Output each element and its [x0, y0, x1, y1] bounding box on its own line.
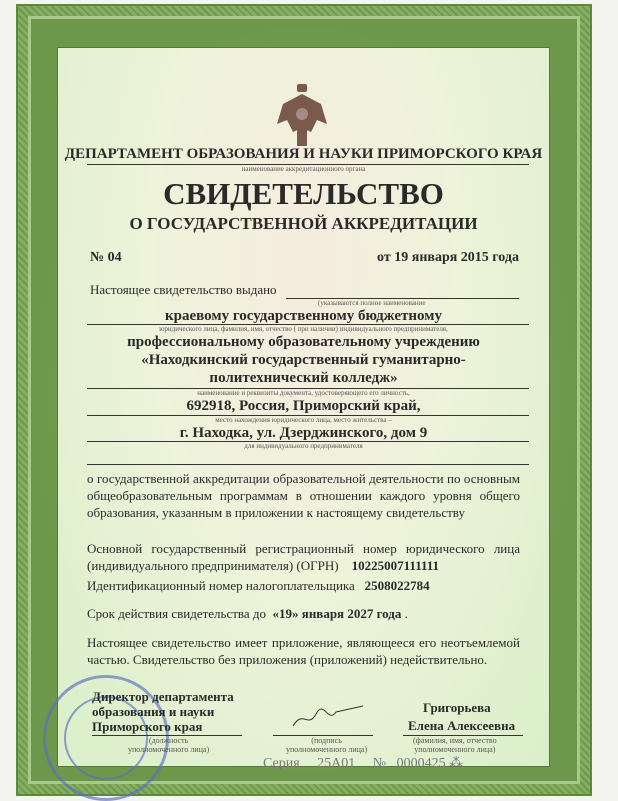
ogrn-row: Основной государственный регистрационный номер юридического лица (индивидуального предпринимателя) (ОГРН) 10225007111111 [87, 541, 520, 573]
position-caption: (должность уполномоченного лица) [128, 736, 210, 754]
inn-row: Идентификационный номер налогоплательщика 2508022784 [87, 578, 430, 593]
caption: место нахождения юридического лица, место жительства – [215, 416, 392, 424]
signatory-position: Директор департамента образования и науки Приморского края [92, 689, 234, 734]
signatory-surname: Григорьева [423, 700, 491, 715]
series-row: Серия 25А01 № 0000425 ⁂ [263, 756, 464, 771]
certificate-subtitle: О ГОСУДАРСТВЕННОЙ АККРЕДИТАЦИИ [129, 214, 478, 233]
appendix-text: Настоящее свидетельство имеет приложение, являющееся его неотъемлемой частью. Свидетельство без приложения (приложений) недействительно. [87, 635, 520, 667]
certificate-date: от 19 января 2015 года [377, 250, 519, 265]
address-line1: 692918, Россия, Приморский край, [186, 398, 421, 414]
certificate-number: № 04 [90, 250, 122, 265]
caption: для индивидуального предпринимателя [244, 442, 363, 450]
signature-image [288, 704, 368, 734]
signature-caption: (подпись уполномоченного лица) [286, 736, 368, 754]
caption: (указываются полное наименование [318, 299, 426, 307]
name-caption: (фамилия, имя, отчество уполномоченного лица) [413, 736, 497, 754]
authority-caption: наименование аккредитационного органа [241, 165, 366, 173]
scope-text: о государственной аккредитации образовательной деятельности по основным общеобразовательным программам в отношении каждого уровня общего образования, указанным в приложении к настоящему свидетельству [87, 471, 520, 520]
address-line2: г. Находка, ул. Дзерджинского, дом 9 [179, 425, 428, 441]
org-line1: краевому государственному бюджетному [165, 308, 442, 324]
org-line4: политехнический колледж» [209, 370, 398, 386]
certificate-body [57, 47, 550, 771]
coat-of-arms-icon [273, 84, 331, 152]
org-line3: «Находкинский государственный гуманитарно- [141, 352, 466, 368]
validity-row: Срок действия свидетельства до «19» января 2027 года . [87, 606, 408, 621]
caption: наименование и реквизиты документа, удостоверяющего его личность, [197, 389, 410, 397]
authority-name: ДЕПАРТАМЕНТ ОБРАЗОВАНИЯ И НАУКИ ПРИМОРСКОГО КРАЯ [64, 146, 543, 162]
signatory-name: Елена Алексеевна [408, 718, 516, 733]
issued-to-label: Настоящее свидетельство выдано [90, 282, 277, 297]
org-line2: профессиональному образовательному учреждению [127, 334, 480, 350]
caption: юридического лица, фамилия, имя, отчество ( при наличии) индивидуального предпринимателя, [159, 325, 448, 333]
certificate-title: СВИДЕТЕЛЬСТВО [163, 176, 444, 211]
